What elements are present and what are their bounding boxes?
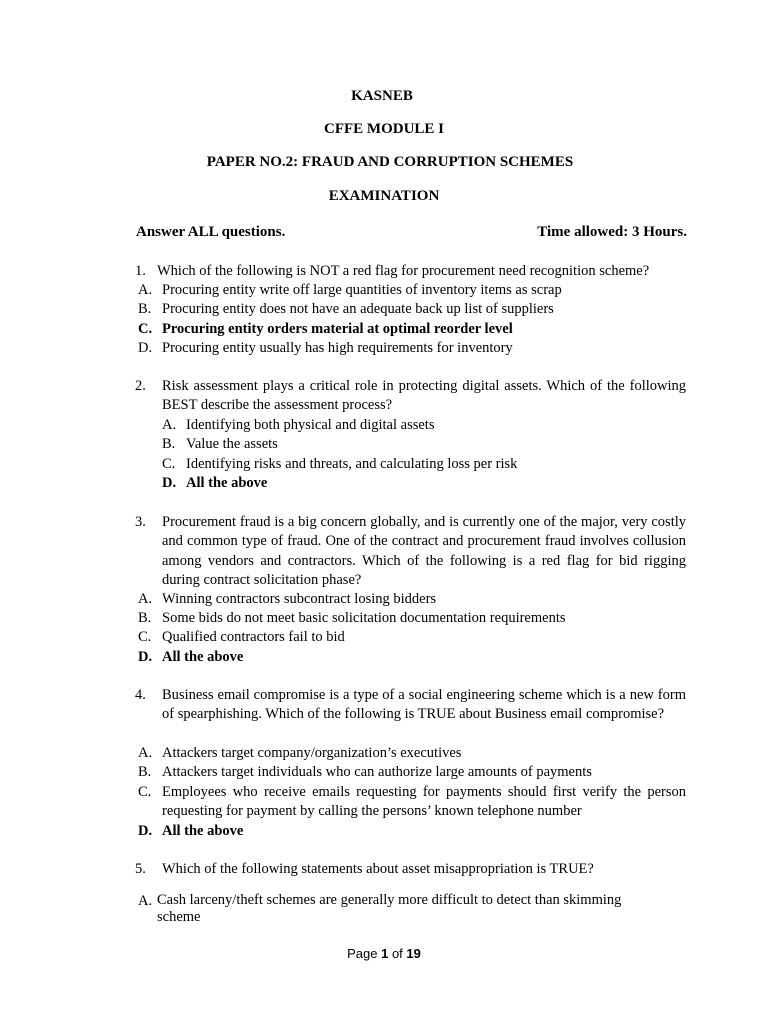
question-3-text: Procurement fraud is a big concern globally, and is currently one of the major, very costly and common type of fraud. One of the contract and procurement fraud involves collusion among vendors and contractors. Which of the following is a red flag for bid rigging during contract solicitation phase? [162, 514, 686, 589]
instruction-time-allowed: Time allowed: 3 Hours. [537, 224, 687, 240]
question-3-option-b: Some bids do not meet basic solicitation documentation requirements [162, 610, 566, 626]
question-1-option-d: Procuring entity usually has high requirements for inventory [162, 340, 513, 356]
question-3-option-c-letter: C. [138, 629, 152, 645]
question-2-option-a-letter: A. [162, 417, 177, 433]
question-3-option-d: All the above [162, 649, 244, 665]
question-1-text: Which of the following is NOT a red flag for procurement need recognition scheme? [157, 263, 650, 279]
question-2-text: Risk assessment plays a critical role in protecting digital assets. Which of the following BEST describe the assessment process? [162, 378, 686, 414]
question-1-number: 1. [135, 263, 146, 279]
question-5-text: Which of the following statements about asset misappropriation is TRUE? [162, 861, 594, 877]
question-1-option-a: Procuring entity write off large quantities of inventory items as scrap [162, 282, 562, 298]
page-current: 1 [381, 946, 389, 961]
question-2-option-d-letter: D. [162, 475, 177, 491]
question-3-option-c: Qualified contractors fail to bid [162, 629, 345, 645]
instructions-row [136, 224, 687, 241]
question-1-option-d-letter: D. [138, 340, 153, 356]
question-4-option-c: Employees who receive emails requesting for payments should first verify the person requesting for payment by calling the persons’ known telephone number [162, 784, 686, 820]
question-2-option-b: Value the assets [186, 436, 278, 452]
question-5-number: 5. [135, 861, 146, 877]
question-4-text: Business email compromise is a type of a social engineering scheme which is a new form of spearphishing. Which of the following is TRUE about Business email compromise? [162, 687, 686, 723]
question-1-option-a-letter: A. [138, 282, 153, 298]
question-2-option-b-letter: B. [162, 436, 176, 452]
question-3-option-a-letter: A. [138, 591, 153, 607]
page-footer [0, 946, 768, 961]
question-3-option-d-letter: D. [138, 649, 153, 665]
page-word: Page [347, 946, 378, 961]
question-1-option-c-letter: C. [138, 321, 153, 337]
instruction-answer-all: Answer ALL questions. [136, 224, 286, 240]
page-total: 19 [406, 946, 421, 961]
question-4-option-a: Attackers target company/organization’s executives [162, 745, 462, 761]
of-word: of [391, 946, 403, 961]
question-4-option-a-letter: A. [138, 745, 153, 761]
question-2-option-c-letter: C. [162, 456, 176, 472]
question-3-option-b-letter: B. [138, 610, 152, 626]
question-2-number: 2. [135, 378, 146, 394]
question-1-option-b: Procuring entity does not have an adequate back up list of suppliers [162, 301, 554, 317]
question-4-option-d: All the above [162, 823, 244, 839]
title-paper: PAPER NO.2: FRAUD AND CORRUPTION SCHEMES [206, 154, 574, 170]
question-4-number: 4. [135, 687, 146, 703]
title-module: CFFE MODULE I [324, 121, 444, 137]
question-4-option-b: Attackers target individuals who can authorize large amounts of payments [162, 764, 592, 780]
question-2-option-c: Identifying risks and threats, and calculating loss per risk [186, 456, 518, 472]
question-5-option-a-letter: A. [138, 893, 153, 909]
question-4-option-b-letter: B. [138, 764, 152, 780]
question-4-option-d-letter: D. [138, 823, 153, 839]
question-4-option-c-letter: C. [138, 784, 152, 800]
question-5-option-a: Cash larceny/theft schemes are generally more difficult to detect than skimming scheme [157, 892, 622, 925]
title-institution: KASNEB [351, 88, 413, 104]
question-1-option-c: Procuring entity orders material at optimal reorder level [162, 321, 513, 337]
title-examination: EXAMINATION [328, 188, 440, 204]
question-2-option-d: All the above [186, 475, 268, 491]
question-1-option-b-letter: B. [138, 301, 152, 317]
question-3-number: 3. [135, 514, 146, 530]
question-3-option-a: Winning contractors subcontract losing bidders [162, 591, 437, 607]
question-2-option-a: Identifying both physical and digital assets [186, 417, 435, 433]
